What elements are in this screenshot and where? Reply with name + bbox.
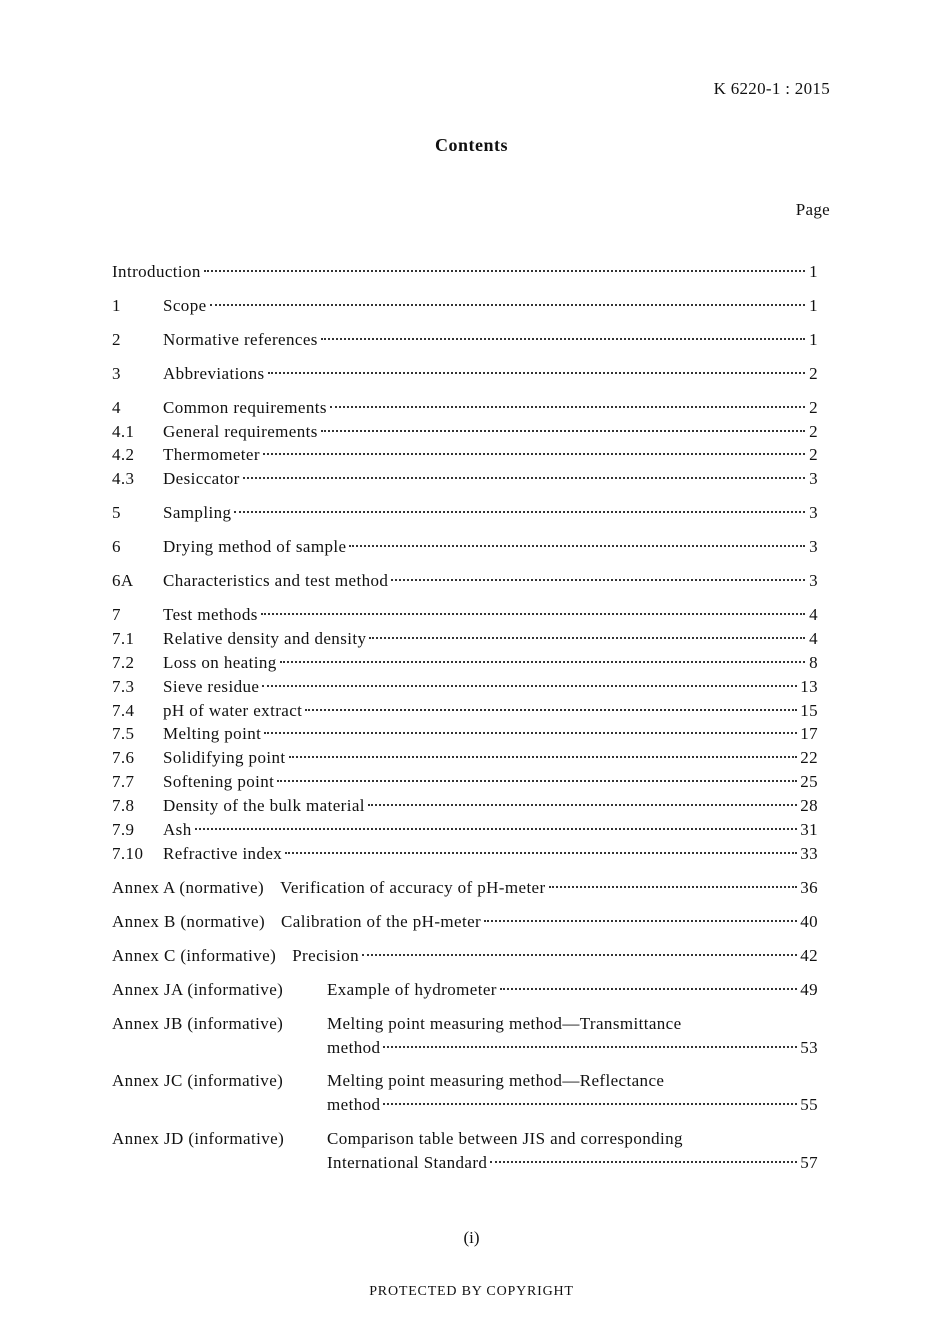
dot-leader bbox=[330, 406, 805, 408]
toc-entry-label: Scope bbox=[163, 296, 207, 315]
toc-entry-page: 3 bbox=[809, 469, 818, 488]
annex-title-continued: International Standard bbox=[327, 1153, 488, 1172]
dot-leader bbox=[305, 709, 797, 711]
contents-title: Contents bbox=[434, 135, 508, 155]
toc-entry-label: Sampling bbox=[163, 503, 232, 522]
toc-entry-label: Abbreviations bbox=[163, 364, 265, 383]
toc-entry-label: Density of the bulk material bbox=[163, 796, 365, 815]
annex-title: Melting point measuring method—Transmittance bbox=[327, 1014, 682, 1033]
annex-title: Verification of accuracy of pH-meter bbox=[280, 878, 546, 897]
toc-entry[interactable] bbox=[112, 537, 818, 559]
dot-leader bbox=[349, 545, 805, 547]
toc-annex-b[interactable] bbox=[112, 912, 818, 934]
dot-leader bbox=[484, 920, 797, 922]
annex-prefix: Annex A (normative) bbox=[112, 878, 265, 897]
toc-entry-page: 1 bbox=[809, 330, 818, 349]
toc-entry[interactable] bbox=[112, 364, 818, 386]
toc-entry-number: 6 bbox=[112, 537, 121, 556]
toc-entry-page: 13 bbox=[800, 677, 818, 696]
toc-entry-page: 3 bbox=[809, 571, 818, 590]
toc-entry-label: Characteristics and test method bbox=[163, 571, 389, 590]
page-column-heading: Page bbox=[795, 200, 830, 219]
annex-prefix: Annex JC (informative) bbox=[112, 1071, 284, 1090]
toc-entry[interactable] bbox=[112, 398, 818, 420]
toc-entry-number: 7.3 bbox=[112, 677, 135, 696]
dot-leader bbox=[369, 637, 805, 639]
dot-leader bbox=[321, 338, 805, 340]
dot-leader bbox=[204, 270, 805, 272]
toc-entry[interactable] bbox=[112, 844, 818, 866]
toc-entry-number: 5 bbox=[112, 503, 121, 522]
toc-entry-page: 3 bbox=[809, 503, 818, 522]
annex-title-continued: method bbox=[327, 1038, 381, 1057]
dot-leader bbox=[234, 511, 805, 513]
toc-entry-page: 22 bbox=[800, 748, 818, 767]
toc-entry-label: Sieve residue bbox=[163, 677, 260, 696]
toc-entry-number: 4.2 bbox=[112, 445, 135, 464]
toc-entry-page: 2 bbox=[809, 398, 818, 417]
toc-entry-label: Melting point bbox=[163, 724, 262, 743]
toc-entry-page: 3 bbox=[809, 537, 818, 556]
annex-prefix: Annex B (normative) bbox=[112, 912, 266, 931]
dot-leader bbox=[263, 453, 805, 455]
toc-entry-number: 7.4 bbox=[112, 701, 135, 720]
toc-entry[interactable] bbox=[112, 748, 818, 770]
annex-title: Comparison table between JIS and corresponding bbox=[327, 1129, 683, 1148]
annex-first-line bbox=[112, 1129, 818, 1151]
annex-title: Precision bbox=[292, 946, 360, 965]
dot-leader bbox=[277, 780, 797, 782]
toc-entry[interactable] bbox=[112, 571, 818, 593]
footer-page-number: (i) bbox=[463, 1228, 480, 1247]
toc-annex-a[interactable] bbox=[112, 878, 818, 900]
toc-entry-number: 7.1 bbox=[112, 629, 135, 648]
toc-entry-page: 25 bbox=[800, 772, 818, 791]
toc-entry-label: Drying method of sample bbox=[163, 537, 347, 556]
annex-prefix: Annex JD (informative) bbox=[112, 1129, 285, 1148]
toc-entry-page: 4 bbox=[809, 629, 818, 648]
toc-entry[interactable] bbox=[112, 629, 818, 651]
annex-prefix: Annex JA (informative) bbox=[112, 980, 284, 999]
annex-title: Example of hydrometer bbox=[327, 980, 497, 999]
toc-entry-page: 17 bbox=[800, 724, 818, 743]
dot-leader bbox=[391, 579, 805, 581]
toc-entry[interactable] bbox=[112, 330, 818, 352]
toc-entry-number: 7.8 bbox=[112, 796, 135, 815]
toc-entry-number: 2 bbox=[112, 330, 121, 349]
dot-leader bbox=[285, 852, 797, 854]
toc-entry-label: Loss on heating bbox=[163, 653, 277, 672]
toc-entry-page: 33 bbox=[800, 844, 818, 863]
toc-entry[interactable] bbox=[112, 469, 818, 491]
toc-entry-number: 7.2 bbox=[112, 653, 135, 672]
toc-entry-number: 7.9 bbox=[112, 820, 135, 839]
toc-entry-number: 7.6 bbox=[112, 748, 135, 767]
toc-annex-c[interactable] bbox=[112, 946, 818, 968]
toc-entry-label: Thermometer bbox=[163, 445, 260, 464]
toc-entry-label: Common requirements bbox=[163, 398, 327, 417]
toc-entry[interactable] bbox=[112, 677, 818, 699]
toc-entry-page: 4 bbox=[809, 605, 818, 624]
annex-prefix: Annex C (informative) bbox=[112, 946, 277, 965]
toc-entry-number: 7.10 bbox=[112, 844, 144, 863]
toc-entry-number: 3 bbox=[112, 364, 121, 383]
toc-entry-introduction[interactable] bbox=[112, 262, 818, 284]
toc-entry-label: Ash bbox=[163, 820, 192, 839]
dot-leader bbox=[549, 886, 798, 888]
toc-entry[interactable] bbox=[112, 445, 818, 467]
annex-prefix: Annex JB (informative) bbox=[112, 1014, 284, 1033]
toc-entry-page: 36 bbox=[800, 878, 818, 897]
toc-entry-page: 28 bbox=[800, 796, 818, 815]
toc-entry[interactable] bbox=[112, 422, 818, 444]
annex-title: Calibration of the pH-meter bbox=[281, 912, 482, 931]
dot-leader bbox=[383, 1103, 797, 1105]
dot-leader bbox=[383, 1046, 797, 1048]
toc-entry[interactable] bbox=[112, 820, 818, 842]
toc-entry[interactable] bbox=[112, 503, 818, 525]
toc-entry-page: 53 bbox=[800, 1038, 818, 1057]
toc-entry[interactable] bbox=[112, 724, 818, 746]
dot-leader bbox=[264, 732, 797, 734]
dot-leader bbox=[321, 430, 805, 432]
toc-entry-page: 49 bbox=[800, 980, 818, 999]
toc-entry-number: 7 bbox=[112, 605, 121, 624]
toc-entry-page: 42 bbox=[800, 946, 818, 965]
toc-entry[interactable] bbox=[112, 653, 818, 675]
annex-second-line bbox=[327, 1153, 818, 1175]
annex-title-continued: method bbox=[327, 1095, 381, 1114]
annex-first-line bbox=[112, 1014, 818, 1036]
toc-entry-number: 6A bbox=[112, 571, 134, 590]
toc-entry-page: 57 bbox=[800, 1153, 818, 1172]
toc-entry[interactable] bbox=[112, 796, 818, 818]
dot-leader bbox=[368, 804, 797, 806]
toc-entry-number: 7.5 bbox=[112, 724, 135, 743]
dot-leader bbox=[280, 661, 805, 663]
copyright-notice: PROTECTED BY COPYRIGHT bbox=[369, 1284, 574, 1299]
annex-first-line bbox=[112, 1071, 818, 1093]
toc-entry[interactable] bbox=[112, 605, 818, 627]
toc-entry-page: 1 bbox=[809, 262, 818, 281]
dot-leader bbox=[268, 372, 805, 374]
dot-leader bbox=[195, 828, 798, 830]
toc-entry-page: 2 bbox=[809, 364, 818, 383]
toc-entry-number: 1 bbox=[112, 296, 121, 315]
toc-entry-page: 31 bbox=[800, 820, 818, 839]
dot-leader bbox=[262, 685, 797, 687]
toc-entry[interactable] bbox=[112, 772, 818, 794]
toc-entry-label: Softening point bbox=[163, 772, 275, 791]
toc-entry-label: Refractive index bbox=[163, 844, 283, 863]
annex-second-line bbox=[327, 1095, 818, 1117]
toc-entry-label: Test methods bbox=[163, 605, 258, 624]
toc-entry-label: Normative references bbox=[163, 330, 318, 349]
toc-entry[interactable] bbox=[112, 701, 818, 723]
annex-second-line bbox=[327, 1038, 818, 1060]
toc-entry-label: Introduction bbox=[112, 262, 201, 281]
toc-entry-number: 7.7 bbox=[112, 772, 135, 791]
toc-entry-page: 1 bbox=[809, 296, 818, 315]
toc-entry-page: 8 bbox=[809, 653, 818, 672]
dot-leader bbox=[362, 954, 797, 956]
toc-entry-page: 2 bbox=[809, 422, 818, 441]
toc-annex-ja[interactable] bbox=[112, 980, 818, 1002]
toc-entry-number: 4 bbox=[112, 398, 121, 417]
document-code: K 6220-1 : 2015 bbox=[713, 79, 830, 98]
toc-entry-number: 4.1 bbox=[112, 422, 135, 441]
dot-leader bbox=[289, 756, 798, 758]
annex-title: Melting point measuring method—Reflectance bbox=[327, 1071, 665, 1090]
toc-entry-label: Relative density and density bbox=[163, 629, 367, 648]
toc-entry-label: pH of water extract bbox=[163, 701, 303, 720]
toc-entry-page: 15 bbox=[800, 701, 818, 720]
toc-entry-page: 55 bbox=[800, 1095, 818, 1114]
toc-entry[interactable] bbox=[112, 296, 818, 318]
dot-leader bbox=[261, 613, 805, 615]
dot-leader bbox=[210, 304, 805, 306]
toc-entry-page: 2 bbox=[809, 445, 818, 464]
dot-leader bbox=[490, 1161, 797, 1163]
toc-entry-number: 4.3 bbox=[112, 469, 135, 488]
dot-leader bbox=[243, 477, 805, 479]
toc-entry-page: 40 bbox=[800, 912, 818, 931]
dot-leader bbox=[500, 988, 797, 990]
toc-entry-label: Desiccator bbox=[163, 469, 240, 488]
toc-entry-label: General requirements bbox=[163, 422, 318, 441]
toc-entry-label: Solidifying point bbox=[163, 748, 286, 767]
